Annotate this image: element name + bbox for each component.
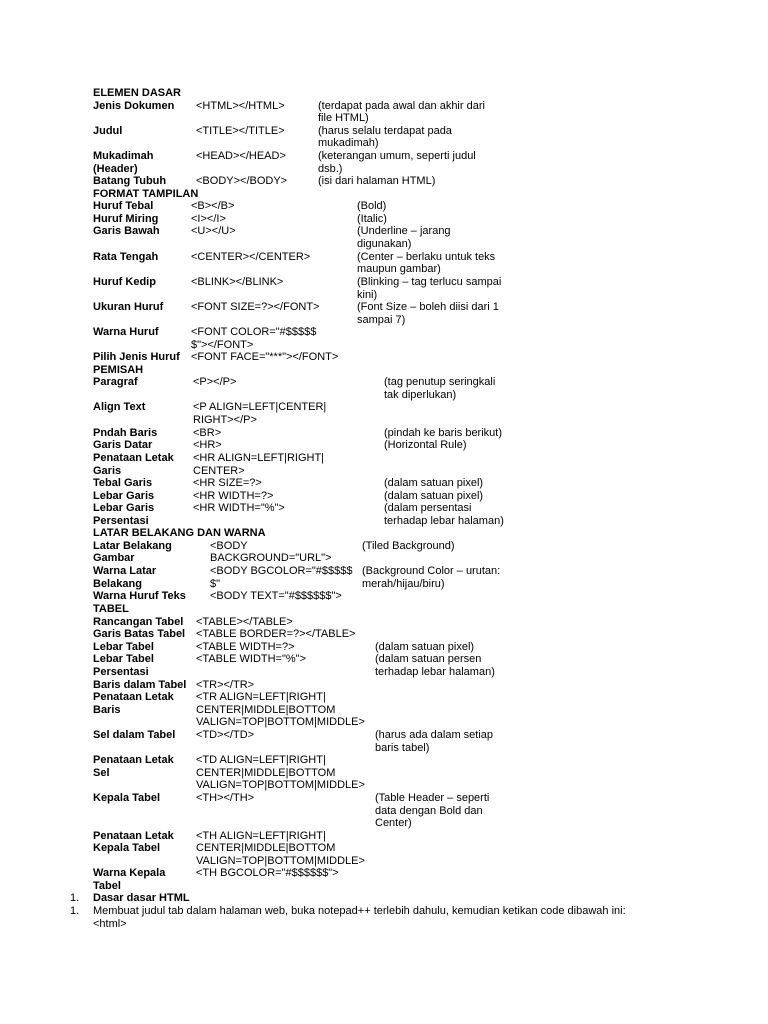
document-line	[0, 679, 768, 691]
cell-text: <P ALIGN=LEFT|CENTER|	[193, 401, 327, 413]
document-line	[0, 163, 768, 175]
document-line	[0, 691, 768, 703]
cell-text: (tag penutup seringkali	[384, 376, 496, 388]
cell-text: <HR WIDTH=?>	[193, 490, 274, 502]
cell-text: Dasar dasar HTML	[93, 892, 190, 904]
term-label: Tebal Garis	[93, 477, 153, 489]
cell-text: (Italic)	[357, 213, 387, 225]
document-line	[0, 314, 768, 326]
document-line	[0, 565, 768, 577]
document-line	[0, 339, 768, 351]
cell-text: <TH></TH>	[196, 792, 255, 804]
term-label: Gambar	[93, 552, 135, 564]
term-label: Mukadimah	[93, 150, 154, 162]
cell-text: <FONT SIZE=?></FONT>	[191, 301, 320, 313]
document-line	[0, 792, 768, 804]
document-line	[0, 754, 768, 766]
term-label: Kepala Tabel	[93, 842, 161, 854]
cell-text: <HR>	[193, 439, 222, 451]
section-heading-row	[0, 364, 768, 376]
cell-text: 1.	[70, 892, 80, 904]
cell-text: terhadap lebar halaman)	[384, 515, 504, 527]
document-line	[0, 251, 768, 263]
term-label: Huruf Miring	[93, 213, 159, 225]
document-line	[0, 540, 768, 552]
document-line	[0, 590, 768, 602]
document-line	[0, 351, 768, 363]
document-line	[0, 767, 768, 779]
term-label: Latar Belakang	[93, 540, 172, 552]
cell-text: 1.	[70, 905, 80, 917]
document-line	[0, 892, 768, 904]
cell-text: <TABLE WIDTH=?>	[196, 641, 295, 653]
cell-text: <TH ALIGN=LEFT|RIGHT|	[196, 830, 326, 842]
document-line	[0, 779, 768, 791]
document-line	[0, 578, 768, 590]
cell-text: baris tabel)	[375, 742, 430, 754]
cell-text: CENTER|MIDDLE|BOTTOM	[196, 767, 336, 779]
document-line	[0, 880, 768, 892]
section-heading-row	[0, 87, 768, 99]
cell-text: CENTER|MIDDLE|BOTTOM	[196, 842, 336, 854]
document-line	[0, 175, 768, 187]
cell-text: merah/hijau/biru)	[362, 578, 445, 590]
document-line	[0, 552, 768, 564]
document-line	[0, 704, 768, 716]
cell-text: <TABLE WIDTH="%">	[196, 653, 306, 665]
section-heading-row	[0, 527, 768, 539]
term-label: Penataan Letak	[93, 691, 174, 703]
section-heading: FORMAT TAMPILAN	[93, 188, 199, 200]
term-label: Persentasi	[93, 666, 149, 678]
term-label: Penataan Letak	[93, 452, 174, 464]
document-line	[0, 817, 768, 829]
cell-text: <BODY BGCOLOR="#$$$$$	[210, 565, 353, 577]
cell-text: CENTER>	[193, 465, 245, 477]
cell-text: (Background Color – urutan:	[362, 565, 501, 577]
term-label: Garis	[93, 465, 122, 477]
document-line	[0, 427, 768, 439]
cell-text: <TABLE BORDER=?></TABLE>	[196, 628, 356, 640]
section-heading: LATAR BELAKANG DAN WARNA	[93, 527, 266, 539]
cell-text: <BODY></BODY>	[196, 175, 288, 187]
cell-text: (dalam satuan pixel)	[384, 490, 484, 502]
term-label: Huruf Kedip	[93, 276, 156, 288]
term-label: Pndah Baris	[93, 427, 158, 439]
document-line	[0, 150, 768, 162]
cell-text: (Tiled Background)	[362, 540, 455, 552]
cell-text: <TD></TD>	[196, 729, 255, 741]
cell-text: (terdapat pada awal dan akhir dari	[318, 100, 485, 112]
cell-text: (Font Size – boleh diisi dari 1	[357, 301, 499, 313]
term-label: Garis Batas Tabel	[93, 628, 186, 640]
document-line	[0, 616, 768, 628]
cell-text: RIGHT></P>	[193, 414, 257, 426]
cell-text: VALIGN=TOP|BOTTOM|MIDDLE>	[196, 779, 365, 791]
cell-text: <HTML></HTML>	[196, 100, 285, 112]
document-line	[0, 401, 768, 413]
cell-text: terhadap lebar halaman)	[375, 666, 495, 678]
cell-text: maupun gambar)	[357, 263, 441, 275]
term-label: Lebar Tabel	[93, 641, 154, 653]
document-line	[0, 653, 768, 665]
document-line	[0, 276, 768, 288]
cell-text: (keterangan umum, seperti judul	[318, 150, 476, 162]
term-label: Kepala Tabel	[93, 792, 161, 804]
cell-text: <HR ALIGN=LEFT|RIGHT|	[193, 452, 325, 464]
cell-text: tak diperlukan)	[384, 389, 457, 401]
cell-text: <B></B>	[191, 200, 235, 212]
term-label: Align Text	[93, 401, 146, 413]
term-label: Judul	[93, 125, 123, 137]
cell-text: digunakan)	[357, 238, 412, 250]
cell-text: (dalam persentasi	[384, 502, 472, 514]
document-line	[0, 112, 768, 124]
cell-text: (Bold)	[357, 200, 387, 212]
term-label: Ukuran Huruf	[93, 301, 164, 313]
term-label: Rata Tengah	[93, 251, 159, 263]
cell-text: Center)	[375, 817, 412, 829]
cell-text: dsb.)	[318, 163, 343, 175]
cell-text: Membuat judul tab dalam halaman web, buka notepad++ terlebih dahulu, kemudian ketikan code dibawah ini:	[93, 905, 626, 917]
cell-text: (Center – berlaku untuk teks	[357, 251, 496, 263]
cell-text: (dalam satuan pixel)	[375, 641, 475, 653]
section-heading-row	[0, 603, 768, 615]
cell-text: <I></I>	[191, 213, 226, 225]
term-label: Tabel	[93, 880, 121, 892]
term-label: Lebar Garis	[93, 502, 155, 514]
cell-text: (dalam satuan persen	[375, 653, 482, 665]
cell-text: $"	[210, 578, 221, 590]
cell-text: mukadimah)	[318, 137, 379, 149]
section-heading: PEMISAH	[93, 364, 144, 376]
cell-text: kini)	[357, 289, 378, 301]
document-line	[0, 742, 768, 754]
cell-text: (dalam satuan pixel)	[384, 477, 484, 489]
document-line	[0, 477, 768, 489]
document-line	[0, 100, 768, 112]
section-heading: ELEMEN DASAR	[93, 87, 182, 99]
cell-text: sampai 7)	[357, 314, 406, 326]
term-label: Rancangan Tabel	[93, 616, 184, 628]
cell-text: <BLINK></BLINK>	[191, 276, 284, 288]
cell-text: <BR>	[193, 427, 222, 439]
document-line	[0, 225, 768, 237]
cell-text: <FONT FACE="***"></FONT>	[191, 351, 339, 363]
term-label: Batang Tubuh	[93, 175, 167, 187]
cell-text: $"></FONT>	[191, 339, 254, 351]
document-line	[0, 238, 768, 250]
cell-text: <BODY TEXT="#$$$$$$">	[210, 590, 342, 602]
document-line	[0, 439, 768, 451]
document-line	[0, 125, 768, 137]
term-label: Warna Latar	[93, 565, 157, 577]
term-label: Sel dalam Tabel	[93, 729, 176, 741]
document-line	[0, 905, 768, 917]
term-label: Baris	[93, 704, 121, 716]
document-line	[0, 213, 768, 225]
term-label: Warna Kepala	[93, 867, 166, 879]
term-label: Sel	[93, 767, 110, 779]
cell-text: <HEAD></HEAD>	[196, 150, 286, 162]
document-line	[0, 842, 768, 854]
term-label: Lebar Tabel	[93, 653, 154, 665]
term-label: Baris dalam Tabel	[93, 679, 187, 691]
document-line	[0, 502, 768, 514]
term-label: Jenis Dokumen	[93, 100, 175, 112]
term-label: Penataan Letak	[93, 830, 174, 842]
document-line	[0, 376, 768, 388]
term-label: Huruf Tebal	[93, 200, 154, 212]
cell-text: (harus ada dalam setiap	[375, 729, 494, 741]
document-line	[0, 389, 768, 401]
cell-text: <CENTER></CENTER>	[191, 251, 311, 263]
cell-text: (isi dari halaman HTML)	[318, 175, 436, 187]
document-line	[0, 200, 768, 212]
term-label: Garis Datar	[93, 439, 153, 451]
cell-text: (Blinking – tag terlucu sampai	[357, 276, 502, 288]
cell-text: <BODY	[210, 540, 248, 552]
cell-text: <P></P>	[193, 376, 237, 388]
term-label: Lebar Garis	[93, 490, 155, 502]
cell-text: VALIGN=TOP|BOTTOM|MIDDLE>	[196, 855, 365, 867]
document-line	[0, 465, 768, 477]
cell-text: (Underline – jarang	[357, 225, 451, 237]
term-label: Belakang	[93, 578, 142, 590]
term-label: (Header)	[93, 163, 138, 175]
document-line	[0, 137, 768, 149]
cell-text: <TITLE></TITLE>	[196, 125, 285, 137]
cell-text: BACKGROUND="URL">	[210, 552, 332, 564]
document-line	[0, 805, 768, 817]
cell-text: <TABLE></TABLE>	[196, 616, 293, 628]
section-heading: TABEL	[93, 603, 129, 615]
term-label: Paragraf	[93, 376, 138, 388]
document-line	[0, 855, 768, 867]
document-line	[0, 628, 768, 640]
term-label: Penataan Letak	[93, 754, 174, 766]
term-label: Warna Huruf Teks	[93, 590, 186, 602]
document-line	[0, 289, 768, 301]
term-label: Pilih Jenis Huruf	[93, 351, 180, 363]
cell-text: <HR WIDTH="%">	[193, 502, 285, 514]
cell-text: <TR></TR>	[196, 679, 255, 691]
document-line	[0, 301, 768, 313]
document-line	[0, 452, 768, 464]
document-line	[0, 515, 768, 527]
document-line	[0, 867, 768, 879]
document-line	[0, 326, 768, 338]
cell-text: <U></U>	[191, 225, 236, 237]
cell-text: file HTML)	[318, 112, 369, 124]
cell-text: (Table Header – seperti	[375, 792, 490, 804]
cell-text: CENTER|MIDDLE|BOTTOM	[196, 704, 336, 716]
document-line	[0, 641, 768, 653]
cell-text: VALIGN=TOP|BOTTOM|MIDDLE>	[196, 716, 365, 728]
cell-text: <TD ALIGN=LEFT|RIGHT|	[196, 754, 326, 766]
cell-text: data dengan Bold dan	[375, 805, 483, 817]
document-line	[0, 729, 768, 741]
cell-text: <TH BGCOLOR="#$$$$$$">	[196, 867, 339, 879]
cell-text: <html>	[93, 918, 127, 930]
cell-text: <TR ALIGN=LEFT|RIGHT|	[196, 691, 326, 703]
cell-text: (harus selalu terdapat pada	[318, 125, 452, 137]
document-line	[0, 490, 768, 502]
term-label: Persentasi	[93, 515, 149, 527]
document-line	[0, 263, 768, 275]
document-line	[0, 716, 768, 728]
cell-text: <HR SIZE=?>	[193, 477, 262, 489]
document-line	[0, 830, 768, 842]
section-heading-row	[0, 188, 768, 200]
cell-text: (Horizontal Rule)	[384, 439, 467, 451]
term-label: Warna Huruf	[93, 326, 159, 338]
term-label: Garis Bawah	[93, 225, 160, 237]
cell-text: (pindah ke baris berikut)	[384, 427, 503, 439]
document-line	[0, 666, 768, 678]
document-line	[0, 414, 768, 426]
cell-text: <FONT COLOR="#$$$$$	[191, 326, 317, 338]
document-line	[0, 918, 768, 930]
